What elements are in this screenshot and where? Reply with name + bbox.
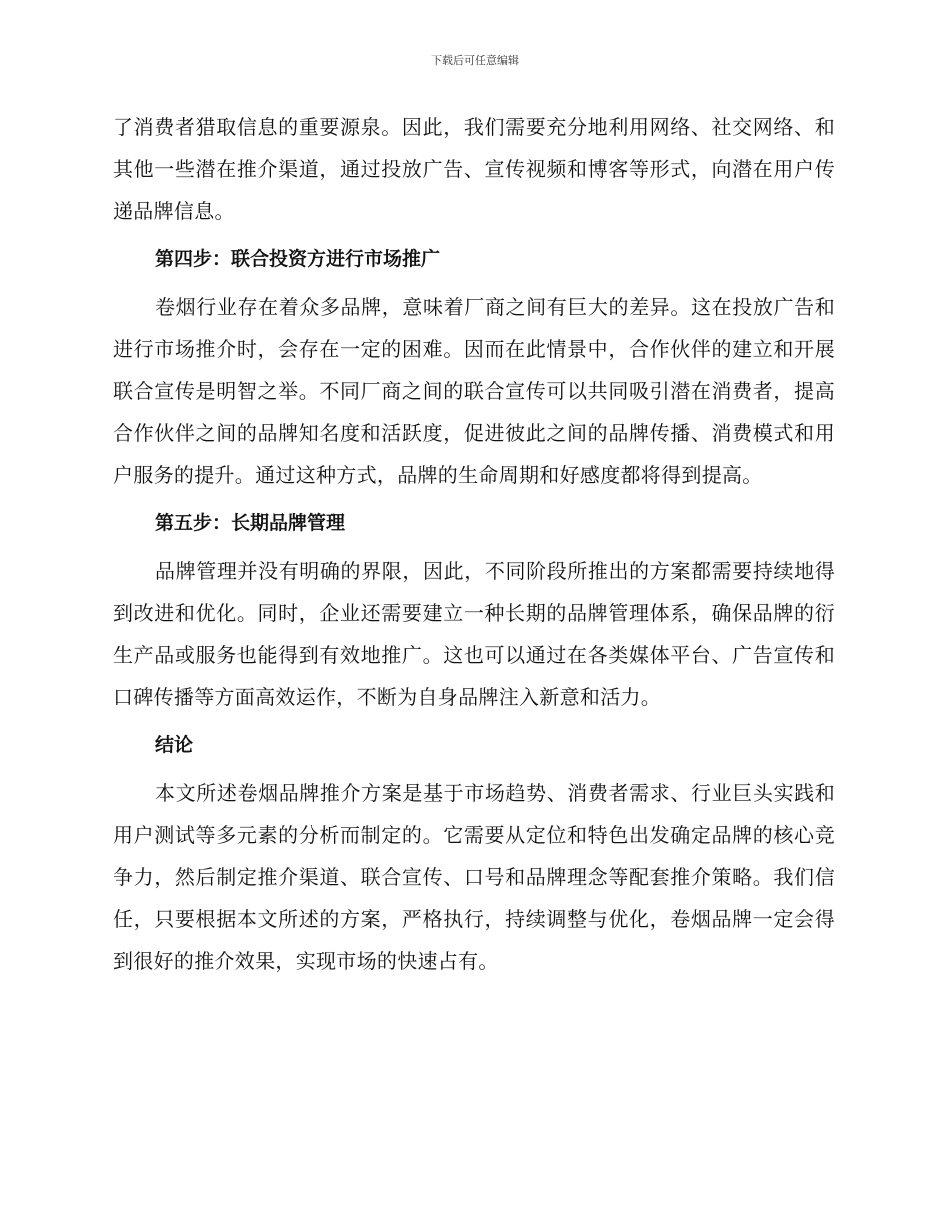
page-header-note: 下载后可任意编辑	[431, 54, 519, 67]
conclusion-heading: 结论	[155, 734, 194, 756]
document-body	[113, 106, 835, 982]
step5-paragraph: 品牌管理并没有明确的界限，因此，不同阶段所推出的方案都需要持续地得到改进和优化。同时，企业还需要建立一种长期的品牌管理体系，确保品牌的衍生产品或服务也能得到有效地推广。这也可以通过在各类媒体平台、广告宣传和口碑传播等方面高效运作，不断为自身品牌注入新意和活力。	[113, 559, 835, 709]
intro-continuation-paragraph: 了消费者猎取信息的重要源泉。因此，我们需要充分地利用网络、社交网络、和其他一些潜在推介渠道，通过投放广告、宣传视频和博客等形式，向潜在用户传递品牌信息。	[113, 115, 835, 223]
conclusion-paragraph: 本文所述卷烟品牌推介方案是基于市场趋势、消费者需求、行业巨头实践和用户测试等多元素的分析而制定的。它需要从定位和特色出发确定品牌的核心竞争力，然后制定推介渠道、联合宣传、口号和品牌理念等配套推介策略。我们信任，只要根据本文所述的方案，严格执行，持续调整与优化，卷烟品牌一定会得到很好的推介效果，实现市场的快速占有。	[113, 781, 835, 973]
step4-paragraph: 卷烟行业存在着众多品牌，意味着厂商之间有巨大的差异。这在投放广告和进行市场推介时，会存在一定的困难。因而在此情景中，合作伙伴的建立和开展联合宣传是明智之举。不同厂商之间的联合宣传可以共同吸引潜在消费者，提高合作伙伴之间的品牌知名度和活跃度，促进彼此之间的品牌传播、消费模式和用户服务的提升。通过这种方式，品牌的生命周期和好感度都将得到提高。	[113, 295, 835, 487]
step4-heading: 第四步：联合投资方进行市场推广	[155, 248, 441, 270]
step5-heading: 第五步：长期品牌管理	[155, 512, 346, 534]
